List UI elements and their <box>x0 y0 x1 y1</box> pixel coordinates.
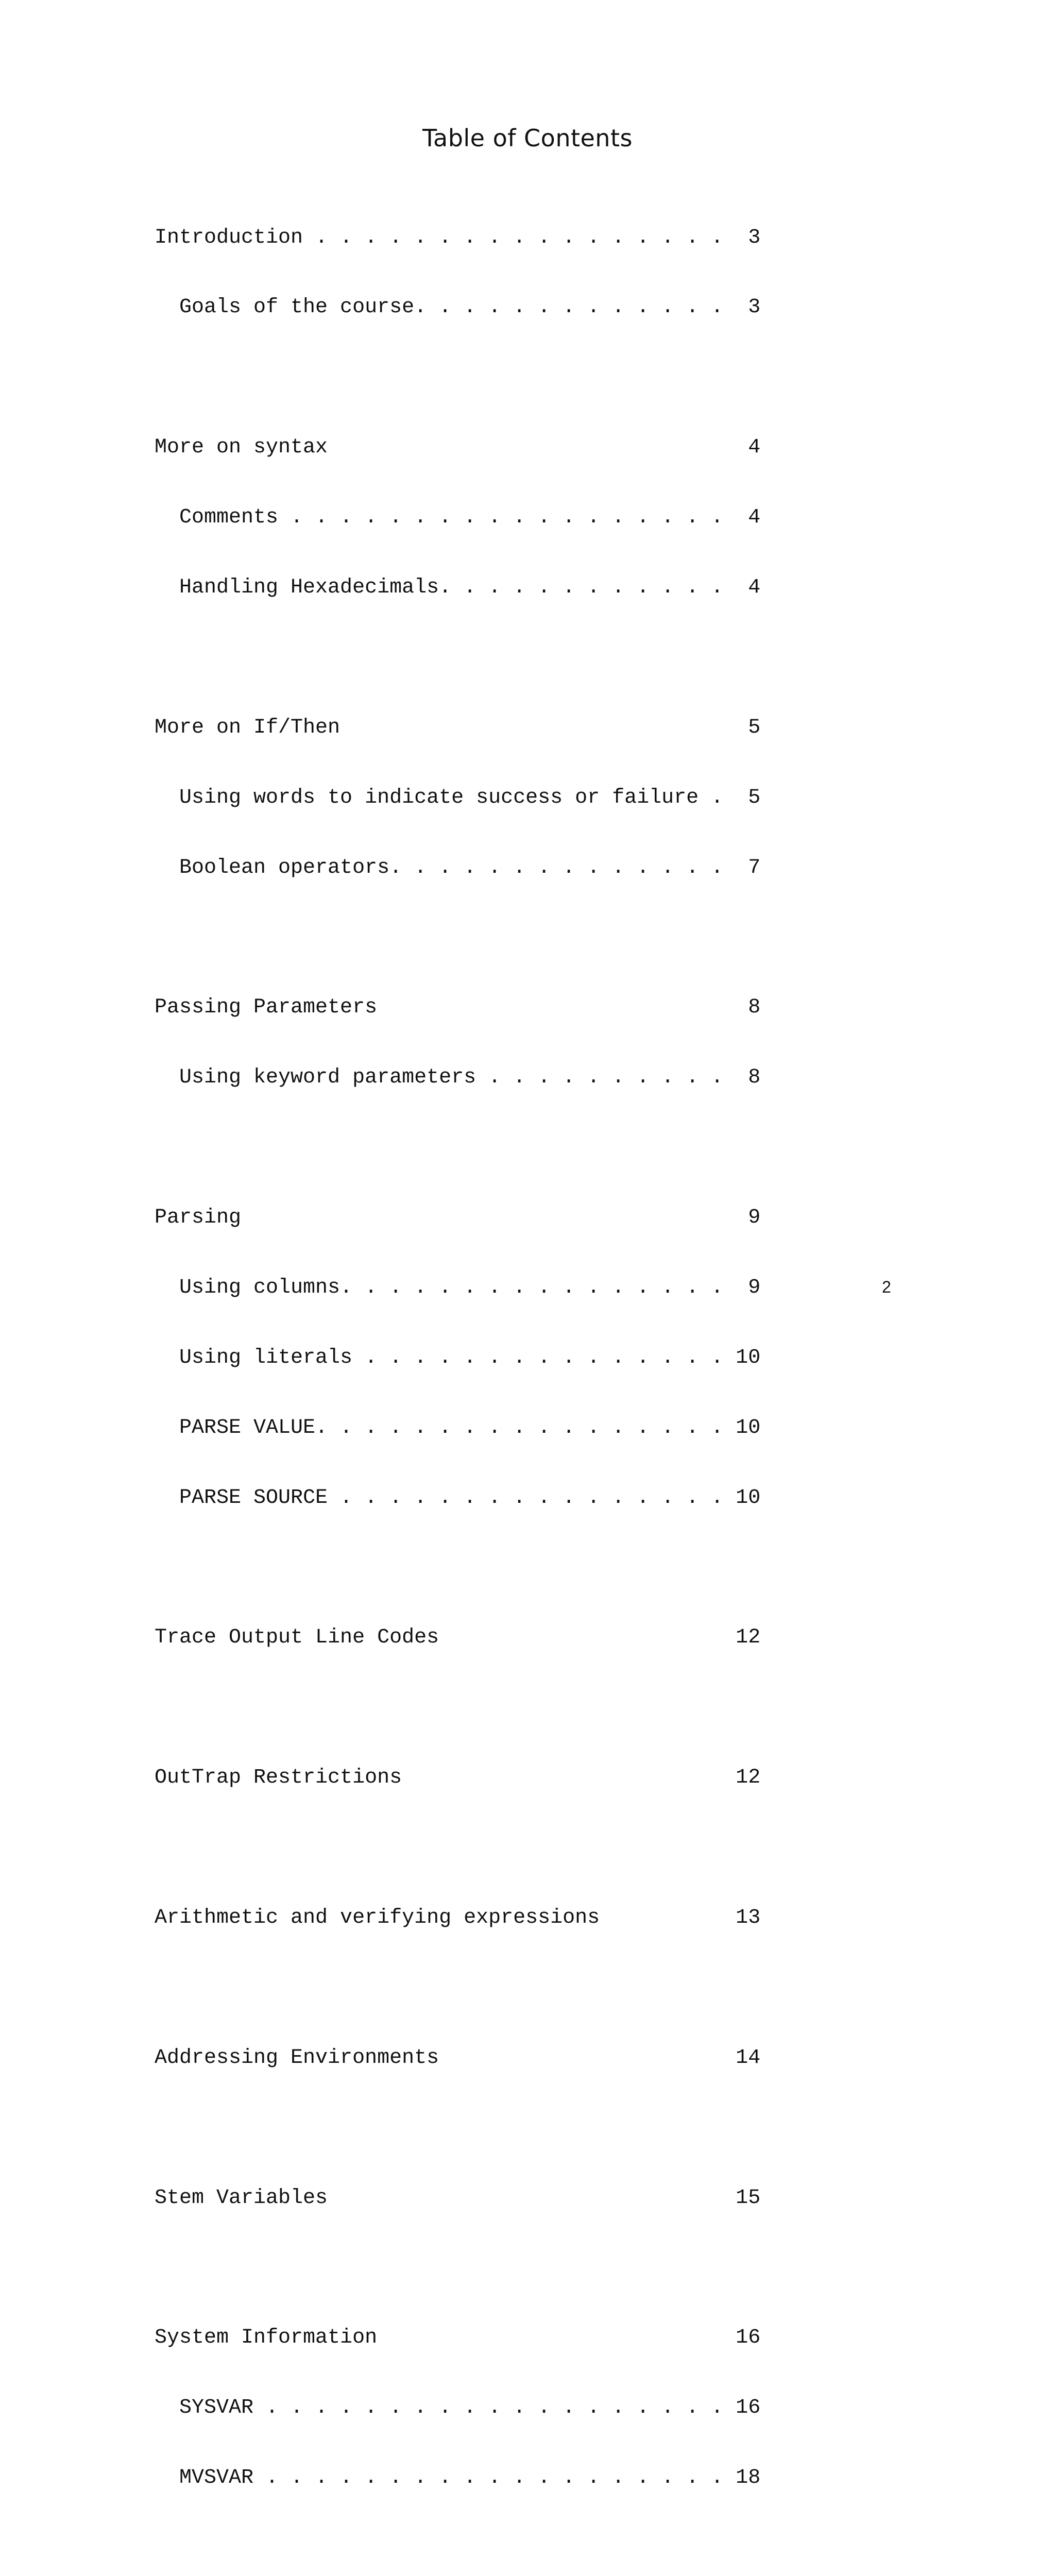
toc-entry-sysvar: SYSVAR . . . . . . . . . . . . . . . . . . . 16 <box>155 2396 761 2420</box>
toc-entry-passing-parameters: Passing Parameters 8 <box>155 996 761 1020</box>
toc-entry-system-information: System Information 16 <box>155 2326 761 2350</box>
toc-entry-boolean-operators: Boolean operators. . . . . . . . . . . . . . 7 <box>155 856 761 879</box>
toc-spacer <box>155 1836 760 1859</box>
toc-entry-parsing: Parsing 9 <box>155 1206 761 1230</box>
toc-spacer <box>155 1976 760 1999</box>
toc-spacer <box>155 1696 760 1719</box>
toc-spacer <box>155 366 760 389</box>
toc-entry-using-literals: Using literals . . . . . . . . . . . . . . . 10 <box>155 1346 761 1369</box>
toc-entry-introduction: Introduction . . . . . . . . . . . . . . . . . 3 <box>155 226 761 249</box>
toc-entry-using-columns: Using columns. . . . . . . . . . . . . . . . 9 <box>155 1276 761 1299</box>
toc-entry-addressing-environments: Addressing Environments 14 <box>155 2046 761 2070</box>
toc-entry-arithmetic: Arithmetic and verifying expressions 13 <box>155 1906 761 1929</box>
toc-entry-handling-hexadecimals: Handling Hexadecimals. . . . . . . . . . . . 4 <box>155 576 761 600</box>
toc-entry-mvsvar: MVSVAR . . . . . . . . . . . . . . . . . . . 18 <box>155 2466 761 2490</box>
toc-spacer <box>155 646 760 669</box>
toc-entry-outtrap-restrictions: OutTrap Restrictions 12 <box>155 1766 761 1790</box>
toc-spacer <box>155 1556 760 1580</box>
toc-entry-goals-of-the-course: Goals of the course. . . . . . . . . . . . . 3 <box>155 296 761 319</box>
toc-spacer <box>155 2256 760 2279</box>
toc-spacer <box>155 2536 760 2560</box>
toc-entry-parse-value: PARSE VALUE. . . . . . . . . . . . . . . . . 10 <box>155 1416 761 1439</box>
page-title: Table of Contents <box>422 124 633 152</box>
toc-entry-stem-variables: Stem Variables 15 <box>155 2186 761 2210</box>
toc-entry-trace-output-line-codes: Trace Output Line Codes 12 <box>155 1626 761 1650</box>
page-number: 2 <box>882 1278 891 1296</box>
toc-entry-using-words: Using words to indicate success or failure . 5 <box>155 786 761 809</box>
toc-spacer <box>155 1136 760 1159</box>
toc-entry-more-on-syntax: More on syntax 4 <box>155 436 761 460</box>
table-of-contents <box>155 179 760 2576</box>
toc-entry-parse-source: PARSE SOURCE . . . . . . . . . . . . . . . . 10 <box>155 1486 761 1510</box>
toc-spacer <box>155 2116 760 2140</box>
toc-spacer <box>155 926 760 950</box>
toc-entry-more-on-if-then: More on If/Then 5 <box>155 716 761 739</box>
toc-entry-keyword-parameters: Using keyword parameters . . . . . . . . . . 8 <box>155 1066 761 1090</box>
toc-entry-comments: Comments . . . . . . . . . . . . . . . . . . 4 <box>155 506 761 530</box>
